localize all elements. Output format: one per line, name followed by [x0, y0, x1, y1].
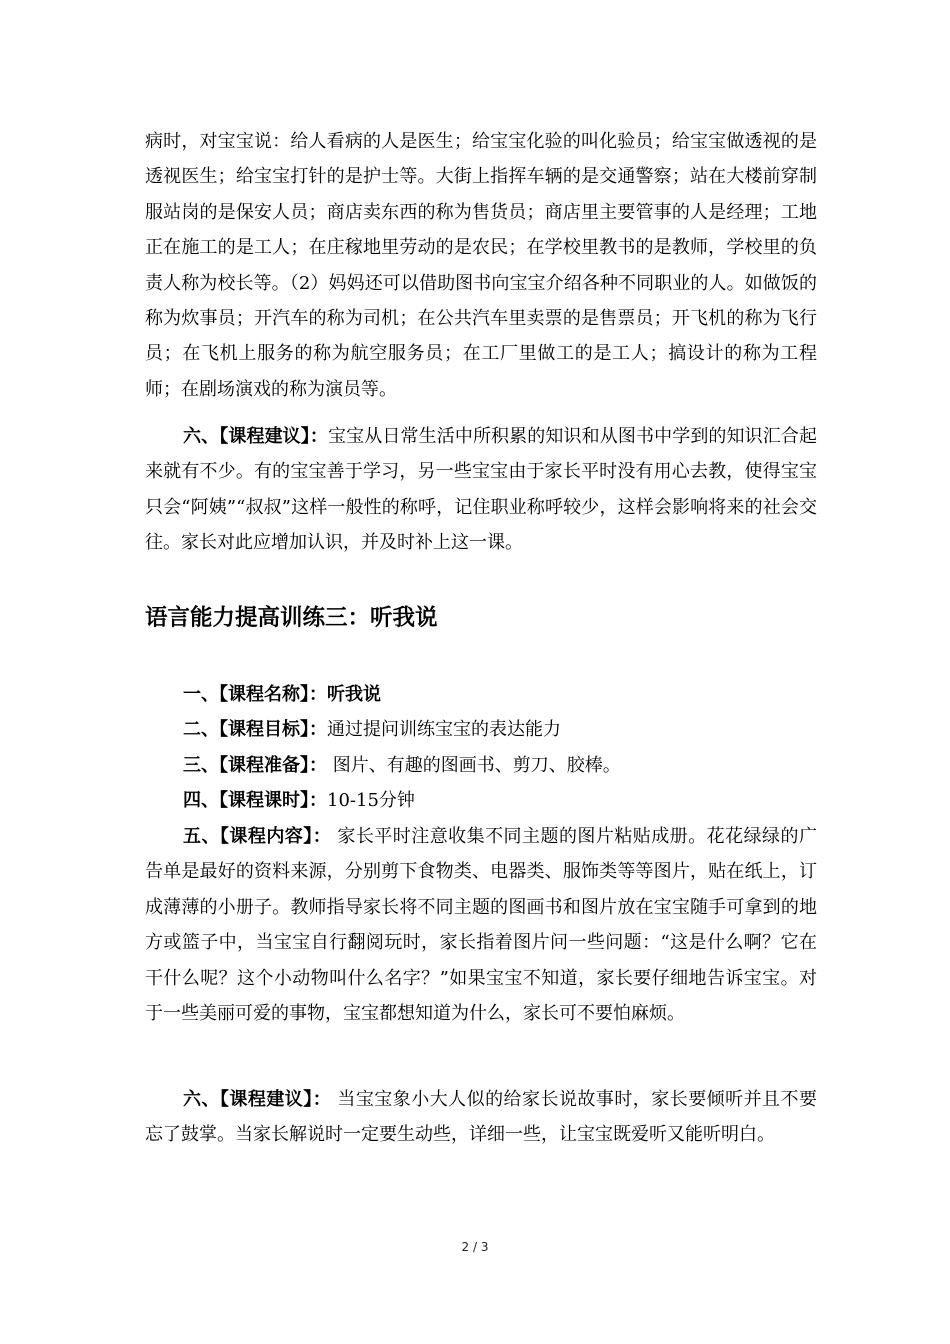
suggestion-2-label: 六、【课程建议】：: [183, 1089, 332, 1110]
paragraph-course-content: [145, 819, 817, 1031]
paragraph-occupations: [145, 124, 817, 407]
paragraph-suggestion-2: [145, 1082, 817, 1153]
course-duration-item: [145, 783, 817, 818]
suggestion-2-text: 当宝宝象小大人似的给家长说故事时，家长要倾听并且不要忘了鼓掌。当家长解说时一定要生动些，详细一些，让宝宝既爱听又能听明白。: [145, 1089, 817, 1146]
course-prep-item: [145, 748, 817, 783]
course-name-label: 一、【课程名称】：: [183, 684, 327, 705]
course-goal-value: 通过提问训练宝宝的表达能力: [327, 719, 561, 741]
course-name-item: [145, 677, 817, 712]
course-content-label: 五、【课程内容】：: [183, 826, 332, 847]
course-name-value: 听我说: [327, 684, 381, 705]
course-prep-value: 图片、有趣的图画书、剪刀、胶棒。: [327, 754, 621, 776]
paragraph-occupations-text: 病时，对宝宝说：给人看病的人是医生；给宝宝化验的叫化验员；给宝宝做透视的是透视医生；给宝宝打针的是护士等。大街上指挥车辆的是交通警察；站在大楼前穿制服站岗的是保安人员；商店卖东西的称为售货员；商店里主要管事的人是经理；工地正在施工的是工人；在庄稼地里劳动的是农民；在学校里教书的是教师，学校里的负责人称为校长等。（2）妈妈还可以借助图书向宝宝介绍各种不同职业的人。如做饭的称为炊事员；开汽车的称为司机；在公共汽车里卖票的是售票员；开飞机的称为飞行员；在飞机上服务的称为航空服务员；在工厂里做工的是工人；搞设计的称为工程师；在剧场演戏的称为演员等。: [145, 131, 817, 400]
course-info-list: [145, 677, 817, 819]
course-prep-label: 三、【课程准备】：: [183, 754, 327, 776]
course-duration-value: 10-15分钟: [327, 790, 415, 812]
section-heading: 语言能力提高训练三：听我说: [145, 605, 438, 631]
suggestion-1-label: 六、【课程建议】：: [183, 426, 329, 447]
course-goal-item: [145, 712, 817, 747]
course-content-text: 家长平时注意收集不同主题的图片粘贴成册。花花绿绿的广告单是最好的资料来源，分别剪下食物类、电器类、服饰类等等图片，贴在纸上，订成薄薄的小册子。教师指导家长将不同主题的图画书和图片放在宝宝随手可拿到的地方或篮子中，当宝宝自行翻阅玩时，家长指着图片问一些问题：“这是什么啊？它在干什么呢？这个小动物叫什么名字？”如果宝宝不知道，家长要仔细地告诉宝宝。对于一些美丽可爱的事物，宝宝都想知道为什么，家长可不要怕麻烦。: [145, 826, 817, 1025]
page-number: 2 / 3: [461, 1240, 489, 1254]
course-duration-label: 四、【课程课时】：: [183, 790, 327, 812]
course-goal-label: 二、【课程目标】：: [183, 719, 327, 741]
paragraph-suggestion-1: [145, 419, 817, 561]
suggestion-1-text: 宝宝从日常生活中所积累的知识和从图书中学到的知识汇合起来就有不少。有的宝宝善于学习，另一些宝宝由于家长平时没有用心去教，使得宝宝只会“阿姨”“叔叔”这样一般性的称呼，记住职业称呼较少，这样会影响将来的社会交往。家长对此应增加认识，并及时补上这一课。: [145, 426, 817, 554]
